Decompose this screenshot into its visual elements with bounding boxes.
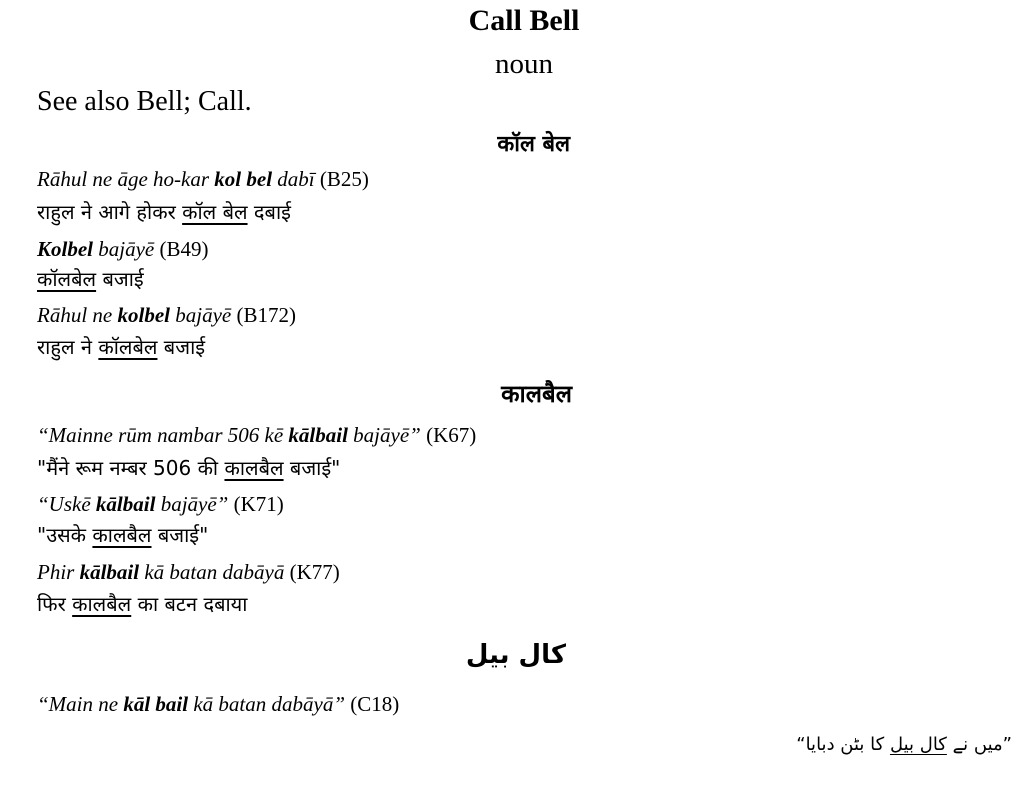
devanagari-line: राहुल ने कॉलबेल बजाई <box>37 335 206 359</box>
transliteration-line: Phir kālbail kā batan dabāyā (K77) <box>37 560 340 584</box>
devanagari-line: कॉलबेल बजाई <box>37 267 144 291</box>
source-ref: (B25) <box>314 167 369 191</box>
transliteration-line: Rāhul ne āge ho-kar kol bel dabī (B25) <box>37 167 369 191</box>
entry-title: Call Bell <box>468 4 580 37</box>
source-ref: (K77) <box>284 560 340 584</box>
transliteration-line: “Uskē kālbail bajāyē” (K71) <box>37 492 284 516</box>
source-ref: (C18) <box>345 692 400 716</box>
devanagari-line: "उसके कालबैल बजाई" <box>37 523 209 547</box>
part-of-speech: noun <box>495 48 553 80</box>
transliteration-line: Rāhul ne kolbel bajāyē (B172) <box>37 303 296 327</box>
hindi-heading-1: कॉल बेल <box>497 132 570 157</box>
devanagari-line: "मैंने रूम नम्बर 506 की कालबैल बजाई" <box>37 456 341 480</box>
urdu-line: ”میں نے کال بیل کا بٹن دبایا“ <box>796 734 1012 755</box>
source-ref: (K67) <box>420 423 477 447</box>
transliteration-line: “Main ne kāl bail kā batan dabāyā” (C18) <box>37 692 400 716</box>
source-ref: (B172) <box>231 303 296 327</box>
hindi-heading-2: कालबैल <box>501 380 572 408</box>
source-ref: (K71) <box>228 492 284 516</box>
transliteration-line: “Mainne rūm nambar 506 kē kālbail bajāyē” (K67) <box>37 423 477 447</box>
transliteration-line: Kolbel bajāyē (B49) <box>37 237 209 261</box>
urdu-heading: کال بیل <box>465 640 566 670</box>
source-ref: (B49) <box>154 237 209 261</box>
see-also: See also Bell; Call. <box>37 86 252 117</box>
devanagari-line: राहुल ने आगे होकर कॉल बेल दबाई <box>37 200 291 224</box>
devanagari-line: फिर कालबैल का बटन दबाया <box>37 592 248 616</box>
